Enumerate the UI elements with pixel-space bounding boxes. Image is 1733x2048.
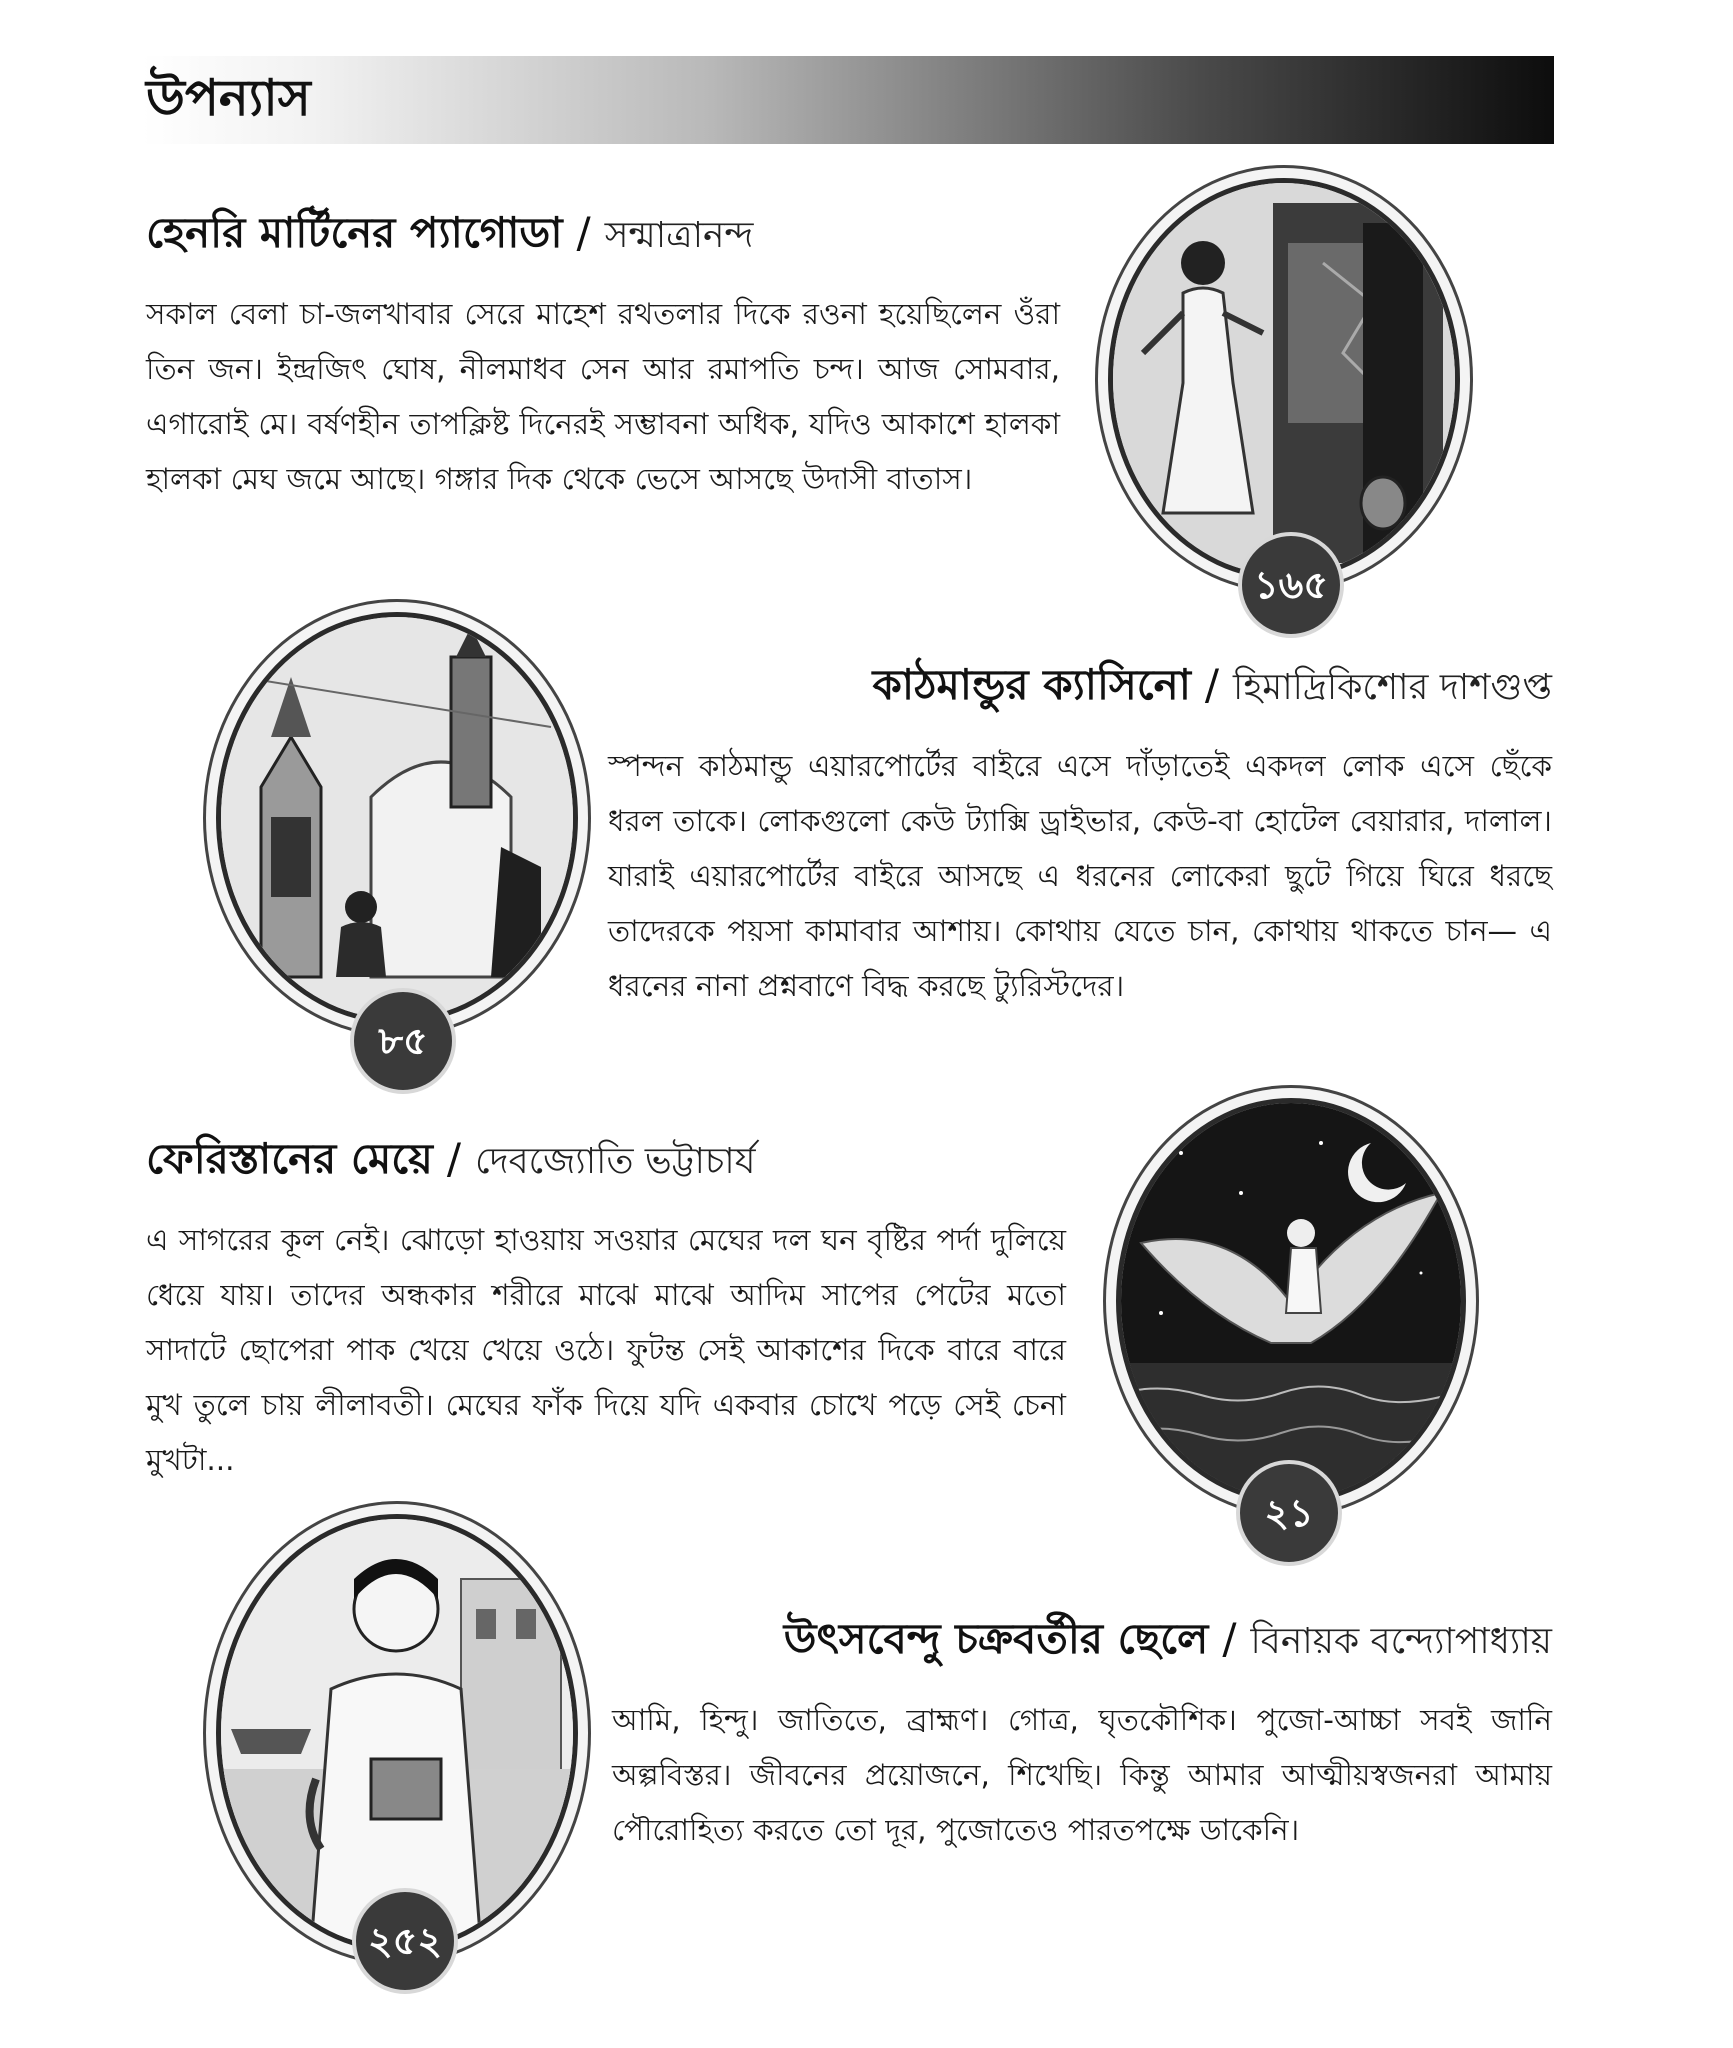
story-heading: [146, 202, 1060, 273]
story-title: হেনরি মার্টিনের প্যাগোডা: [146, 208, 563, 257]
page-number-badge: ২৫২: [352, 1888, 458, 1994]
title-separator: /: [1222, 1614, 1237, 1663]
story-title: উৎসবেন্দু চক্রবর্তীর ছেলে: [783, 1614, 1209, 1663]
section-title: উপন্যাস: [146, 69, 311, 127]
story-1: [146, 202, 1060, 507]
dancer-illustration-icon: [1108, 178, 1460, 580]
story-heading: [146, 1128, 1066, 1199]
story-title: কাঠমান্ডুর ক্যাসিনো: [872, 660, 1191, 709]
title-separator: /: [576, 208, 591, 257]
story-author: বিনায়ক বন্দ্যোপাধ্যায়: [1250, 1621, 1552, 1662]
story-author: দেবজ্যোতি ভট্টাচার্য: [475, 1141, 756, 1182]
story-title: ফেরিস্তানের মেয়ে: [146, 1134, 433, 1183]
story-author: হিমাদ্রিকিশোর দাশগুপ্ত: [1233, 667, 1552, 708]
story-excerpt: স্পন্দন কাঠমান্ডু এয়ারপোর্টের বাইরে এসে দাঁড়াতেই একদল লোক এসে ছেঁকে ধরল তাকে। লোকগুলো কেউ ট্যাক্সি ড্রাইভার, কেউ-বা হোটেল বেয়ারার, দালাল। যারাই এয়ারপোর্টের বাইরে আসছে এ ধরনের লোকেরা ছুটে গিয়ে ঘিরে ধরছে তাদেরকে পয়সা কামাবার আশায়। কোথায় যেতে চান, কোথায় থাকতে চান— এ ধরনের নানা প্রশ্নবাণে বিদ্ধ করছে ট্যুরিস্টদের।: [608, 749, 1552, 1003]
story-author: সন্মাত্রানন্দ: [604, 215, 754, 256]
story-heading: [612, 1608, 1552, 1679]
temple-illustration-icon: [216, 612, 578, 1024]
section-banner: [142, 56, 1554, 144]
story-excerpt: আমি, হিন্দু। জাতিতে, ব্রাহ্মণ। গোত্র, ঘৃতকৌশিক। পুজো-আচ্চা সবই জানি অল্পবিস্তর। জীবনের প্রয়োজনে, শিখেছি। কিন্তু আমার আত্মীয়স্বজনরা আমায় পৌরোহিত্য করতে তো দূর, পুজোতেও পারতপক্ষে ডাকেনি।: [612, 1703, 1552, 1847]
page-number-badge: ১৬৫: [1238, 532, 1344, 638]
story-2: [608, 654, 1552, 1014]
story-heading: [608, 654, 1552, 725]
page-number-badge: ২১: [1236, 1460, 1342, 1566]
title-separator: /: [446, 1134, 462, 1183]
eagle-rider-illustration-icon: [1116, 1098, 1466, 1504]
man-with-parcel-illustration-icon: [216, 1514, 578, 1952]
story-3: [146, 1128, 1066, 1488]
page-number-badge: ৮৫: [350, 988, 456, 1094]
story-4: [612, 1608, 1552, 1858]
story-excerpt: সকাল বেলা চা-জলখাবার সেরে মাহেশ রথতলার দিকে রওনা হয়েছিলেন ওঁরা তিন জন। ইন্দ্রজিৎ ঘোষ, নীলমাধব সেন আর রমাপতি চন্দ। আজ সোমবার, এগারোই মে। বর্ষণহীন তাপক্লিষ্ট দিনেরই সম্ভাবনা অধিক, যদিও আকাশে হালকা হালকা মেঘ জমে আছে। গঙ্গার দিক থেকে ভেসে আসছে উদাসী বাতাস।: [146, 297, 1060, 496]
title-separator: /: [1204, 660, 1220, 709]
story-excerpt: এ সাগরের কূল নেই। ঝোড়ো হাওয়ায় সওয়ার মেঘের দল ঘন বৃষ্টির পর্দা দুলিয়ে ধেয়ে যায়। তাদের অন্ধকার শরীরে মাঝে মাঝে আদিম সাপের পেটের মতো সাদাটে ছোপেরা পাক খেয়ে খেয়ে ওঠে। ফুটন্ত সেই আকাশের দিকে বারে বারে মুখ তুলে চায় লীলাবতী। মেঘের ফাঁক দিয়ে যদি একবার চোখে পড়ে সেই চেনা মুখটা...: [146, 1223, 1066, 1477]
